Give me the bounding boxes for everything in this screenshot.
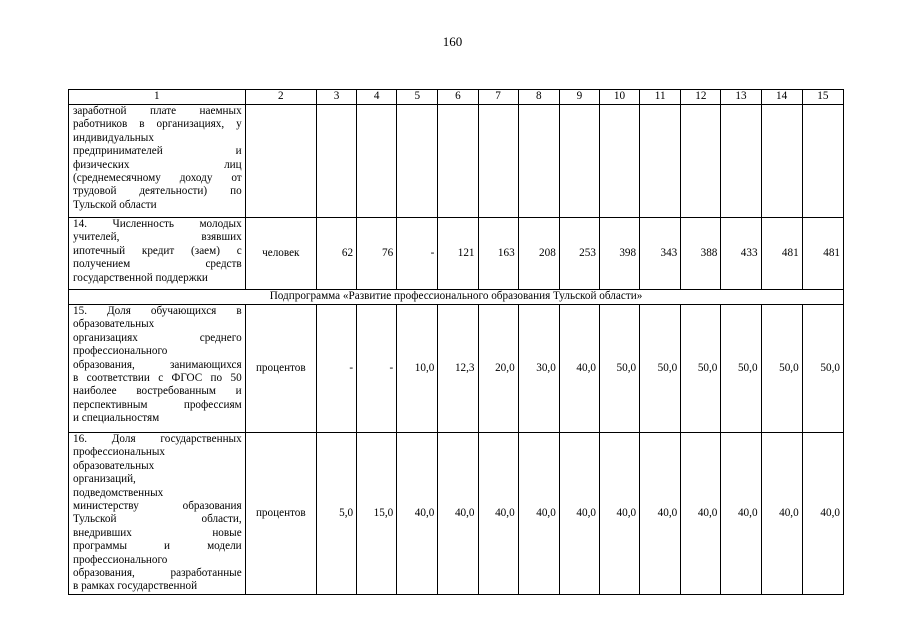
value-cell [559, 105, 599, 218]
value-cell: 40,0 [721, 433, 761, 595]
header-cell: 7 [478, 90, 518, 105]
value-cell: 30,0 [518, 305, 559, 433]
value-cell: 50,0 [681, 305, 721, 433]
header-cell: 11 [640, 90, 681, 105]
indicator-name [69, 218, 246, 290]
value-cell: 343 [640, 218, 681, 290]
value-cell [316, 105, 356, 218]
indicator-name-line: и специальностям [73, 412, 160, 425]
indicator-name-line: организациях среднего [73, 331, 242, 344]
value-cell: 50,0 [721, 305, 761, 433]
value-cell: 50,0 [761, 305, 802, 433]
table-row [69, 105, 844, 218]
indicator-name-line: физических лиц [73, 158, 242, 171]
indicator-name-line: заработной плате наемных [73, 105, 242, 117]
indicator-name-line: наиболее востребованным и [73, 385, 242, 398]
indicator-name-line: государственной поддержки [73, 271, 208, 284]
value-cell: 10,0 [397, 305, 438, 433]
value-cell: 40,0 [518, 433, 559, 595]
indicator-name-line: в соответствии с ФГОС по 50 [73, 372, 242, 385]
value-cell [438, 105, 478, 218]
indicator-name-line: внедривших новые [73, 526, 242, 539]
indicator-name-line: образования, занимающихся [73, 358, 242, 371]
subprogram-row [69, 290, 844, 305]
indicator-name-line: (среднемесячному доходу от [73, 172, 242, 185]
header-cell: 8 [518, 90, 559, 105]
table-row [69, 218, 844, 290]
table-row [69, 305, 844, 433]
indicator-name-line: предпринимателей и [73, 145, 242, 158]
value-cell [397, 105, 438, 218]
indicator-name-line: организаций, [73, 473, 136, 486]
table-row [69, 433, 844, 595]
value-cell: 121 [438, 218, 478, 290]
header-cell: 10 [599, 90, 639, 105]
indicators-table [68, 89, 844, 595]
indicator-name-line: перспективным профессиям [73, 398, 242, 411]
indicator-name-line: Тульской области, [73, 513, 242, 526]
value-cell: 40,0 [761, 433, 802, 595]
indicator-name-line: образовательных [73, 318, 155, 331]
value-cell [640, 105, 681, 218]
indicator-name [69, 305, 246, 433]
value-cell: 50,0 [599, 305, 639, 433]
indicator-name-line: профессионального [73, 345, 168, 358]
value-cell: - [316, 305, 356, 433]
header-cell: 15 [802, 90, 843, 105]
value-cell: 398 [599, 218, 639, 290]
value-cell [518, 105, 559, 218]
indicator-name-line: образования, разработанные [73, 567, 242, 580]
indicator-name [69, 105, 246, 218]
header-cell: 5 [397, 90, 438, 105]
value-cell: 20,0 [478, 305, 518, 433]
value-cell: 40,0 [559, 305, 599, 433]
value-cell [761, 105, 802, 218]
unit-cell: человек [245, 218, 316, 290]
indicator-name [69, 433, 246, 595]
header-cell: 2 [245, 90, 316, 105]
indicator-name-line: в рамках государственной [73, 580, 198, 593]
value-cell: 62 [316, 218, 356, 290]
value-cell [802, 105, 843, 218]
value-cell: 40,0 [559, 433, 599, 595]
indicator-name-line: подведомственных [73, 486, 164, 499]
header-cell: 6 [438, 90, 478, 105]
value-cell: 433 [721, 218, 761, 290]
header-cell: 14 [761, 90, 802, 105]
value-cell: 15,0 [357, 433, 397, 595]
indicator-name-line: 16. Доля государственных [73, 433, 242, 445]
value-cell: 50,0 [802, 305, 843, 433]
indicator-name-line: 15. Доля обучающихся в [73, 305, 242, 317]
value-cell: 388 [681, 218, 721, 290]
value-cell [357, 105, 397, 218]
value-cell: 76 [357, 218, 397, 290]
indicator-name-line: министерству образования [73, 500, 242, 513]
value-cell: 253 [559, 218, 599, 290]
value-cell: 208 [518, 218, 559, 290]
subprogram-title: Подпрограмма «Развитие профессионального образования Тульской области» [69, 290, 844, 305]
indicator-name-line: получением средств [73, 258, 242, 271]
indicator-name-line: индивидуальных [73, 131, 154, 144]
indicator-name-line: 14. Численность молодых [73, 218, 242, 230]
value-cell: 481 [802, 218, 843, 290]
value-cell [599, 105, 639, 218]
value-cell: 481 [761, 218, 802, 290]
value-cell: 40,0 [478, 433, 518, 595]
value-cell: 40,0 [438, 433, 478, 595]
indicator-name-line: образовательных [73, 459, 155, 472]
header-cell: 4 [357, 90, 397, 105]
indicator-name-line: Тульской области [73, 198, 157, 211]
value-cell: 12,3 [438, 305, 478, 433]
indicator-name-line: профессиональных [73, 446, 166, 459]
header-cell: 1 [69, 90, 246, 105]
header-cell: 3 [316, 90, 356, 105]
unit-cell: процентов [245, 305, 316, 433]
value-cell: - [397, 218, 438, 290]
header-cell: 13 [721, 90, 761, 105]
value-cell: 50,0 [640, 305, 681, 433]
indicator-name-line: трудовой деятельности) по [73, 185, 242, 198]
value-cell: 40,0 [599, 433, 639, 595]
header-cell: 12 [681, 90, 721, 105]
value-cell: 40,0 [640, 433, 681, 595]
unit-cell: процентов [245, 433, 316, 595]
indicator-name-line: работников в организациях, у [73, 118, 242, 131]
value-cell [478, 105, 518, 218]
header-cell: 9 [559, 90, 599, 105]
value-cell [681, 105, 721, 218]
indicator-name-line: программы и модели [73, 540, 242, 553]
table-header-row [69, 90, 844, 105]
indicator-name-line: ипотечный кредит (заем) с [73, 244, 242, 257]
value-cell: 40,0 [397, 433, 438, 595]
indicator-name-line: учителей, взявших [73, 231, 242, 244]
value-cell: - [357, 305, 397, 433]
page-number: 160 [442, 34, 463, 49]
value-cell [721, 105, 761, 218]
value-cell: 163 [478, 218, 518, 290]
indicator-name-line: профессионального [73, 553, 168, 566]
value-cell: 40,0 [681, 433, 721, 595]
value-cell: 40,0 [802, 433, 843, 595]
value-cell: 5,0 [316, 433, 356, 595]
unit-cell [245, 105, 316, 218]
